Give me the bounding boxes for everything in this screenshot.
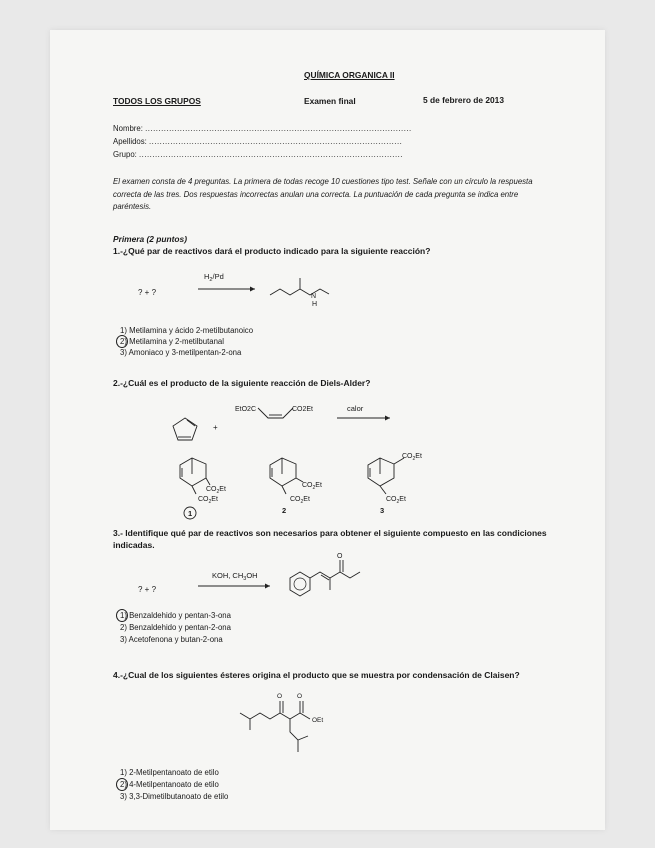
question-1-text: 1.-¿Qué par de reactivos dará el producto indicado para la siguiente reacción? bbox=[113, 246, 431, 256]
surname-label: Apellidos: bbox=[113, 137, 147, 146]
svg-text:CO2Et: $CO_2Et$ bbox=[198, 496, 218, 505]
q3-reaction-scheme bbox=[130, 548, 430, 608]
q2-ester-right: CO2Et bbox=[292, 406, 314, 413]
svg-text:O: O bbox=[337, 553, 343, 560]
q3-option-3[interactable]: 3) Acetofenona y butan-2-ona bbox=[120, 635, 223, 644]
question-2-text: 2.-¿Cuál es el producto de la siguiente reacción de Diels-Alder? bbox=[113, 378, 371, 388]
exam-type: Examen final bbox=[304, 96, 356, 106]
exam-sheet bbox=[50, 30, 605, 830]
q3-option-2[interactable]: 2) Benzaldehido y pentan-2-ona bbox=[120, 623, 231, 632]
q1-option-2[interactable]: 2) Metilamina y 2-metilbutanal bbox=[120, 337, 225, 346]
svg-text:CO2Et: $CO_2Et$ bbox=[402, 453, 422, 462]
svg-text:H: H bbox=[312, 301, 318, 308]
name-label: Nombre: bbox=[113, 124, 143, 133]
group-field[interactable]: Grupo: ................................................................................................... bbox=[113, 150, 403, 159]
group-label: TODOS LOS GRUPOS bbox=[113, 96, 201, 106]
name-field[interactable]: Nombre: .................................................................................................... bbox=[113, 124, 412, 133]
q2-product-2 bbox=[270, 458, 322, 505]
q4-answer-circle bbox=[116, 778, 128, 791]
q2-label-2: 2 bbox=[282, 506, 287, 515]
svg-text:CO2Et: $CO_2Et$ bbox=[302, 482, 322, 491]
q4-product-structure bbox=[230, 688, 390, 763]
q3-option-1[interactable]: 1) Benzaldehido y pentan-3-ona bbox=[120, 611, 231, 620]
section-title: Primera (2 puntos) bbox=[113, 234, 187, 244]
q4-option-3[interactable]: 3) 3,3-Dimetilbutanoato de etilo bbox=[120, 792, 229, 801]
q1-option-3[interactable]: 3) Amoniaco y 3-metilpentan-2-ona bbox=[120, 348, 242, 357]
svg-text:O: O bbox=[277, 693, 283, 700]
question-3-text: 3.- Identifique qué par de reactivos son necesarios para obtener el siguiente compuesto en las condiciones indicadas. bbox=[113, 528, 547, 550]
svg-text:+: + bbox=[213, 423, 218, 432]
question-4-text: 4.-¿Cual de los siguientes ésteres origina el producto que se muestra por condensación de Claisen? bbox=[113, 670, 520, 680]
group-field-label: Grupo: bbox=[113, 150, 137, 159]
q4-option-1[interactable]: 1) 2-Metilpentanoato de etilo bbox=[120, 768, 219, 777]
q2-label-3: 3 bbox=[380, 506, 385, 515]
exam-title: QUÍMICA ORGANICA II bbox=[304, 70, 395, 80]
q2-conditions: calor bbox=[347, 404, 364, 413]
q2-ester-left: EtO2C bbox=[235, 406, 257, 413]
q2-label-1: 1 bbox=[188, 509, 193, 518]
svg-text:O: O bbox=[297, 693, 303, 700]
intro-paragraph: El examen consta de 4 preguntas. La primera de todas recoge 10 cuestiones tipo test. Señale con un círculo la respuesta correcta de las tres. Dos respuestas incorrectas anulan una correcta. La puntuación de cada pregunta se indica entre paréntesis. bbox=[113, 177, 533, 211]
q2-product-1 bbox=[180, 458, 226, 505]
q2-product-3 bbox=[368, 453, 422, 505]
q1-reaction-scheme bbox=[130, 265, 370, 320]
q4-ester-label: OEt bbox=[312, 717, 324, 724]
surname-field[interactable]: Apellidos: ............................................................................................... bbox=[113, 137, 403, 146]
q1-option-1[interactable]: 1) Metilamina y ácido 2-metilbutanoico bbox=[120, 326, 254, 335]
exam-date: 5 de febrero de 2013 bbox=[423, 95, 504, 105]
q1-conditions: $H_2/Pd$ bbox=[204, 272, 224, 283]
svg-text:N: N bbox=[311, 293, 317, 300]
q3-answer-circle bbox=[116, 609, 128, 622]
q3-reagents: ? + ? bbox=[138, 585, 157, 594]
q2-reaction-scheme bbox=[140, 390, 500, 520]
svg-text:CO2Et: $CO_2Et$ bbox=[206, 486, 226, 495]
svg-text:CO2Et: $CO_2Et$ bbox=[386, 496, 406, 505]
q4-option-2[interactable]: 2) 4-Metilpentanoato de etilo bbox=[120, 780, 219, 789]
q1-answer-circle bbox=[116, 335, 128, 348]
svg-text:CO2Et: $CO_2Et$ bbox=[290, 496, 310, 505]
q1-reagents: ? + ? bbox=[138, 288, 157, 297]
q3-conditions: KOH, $CH_3OH$ bbox=[212, 571, 258, 582]
